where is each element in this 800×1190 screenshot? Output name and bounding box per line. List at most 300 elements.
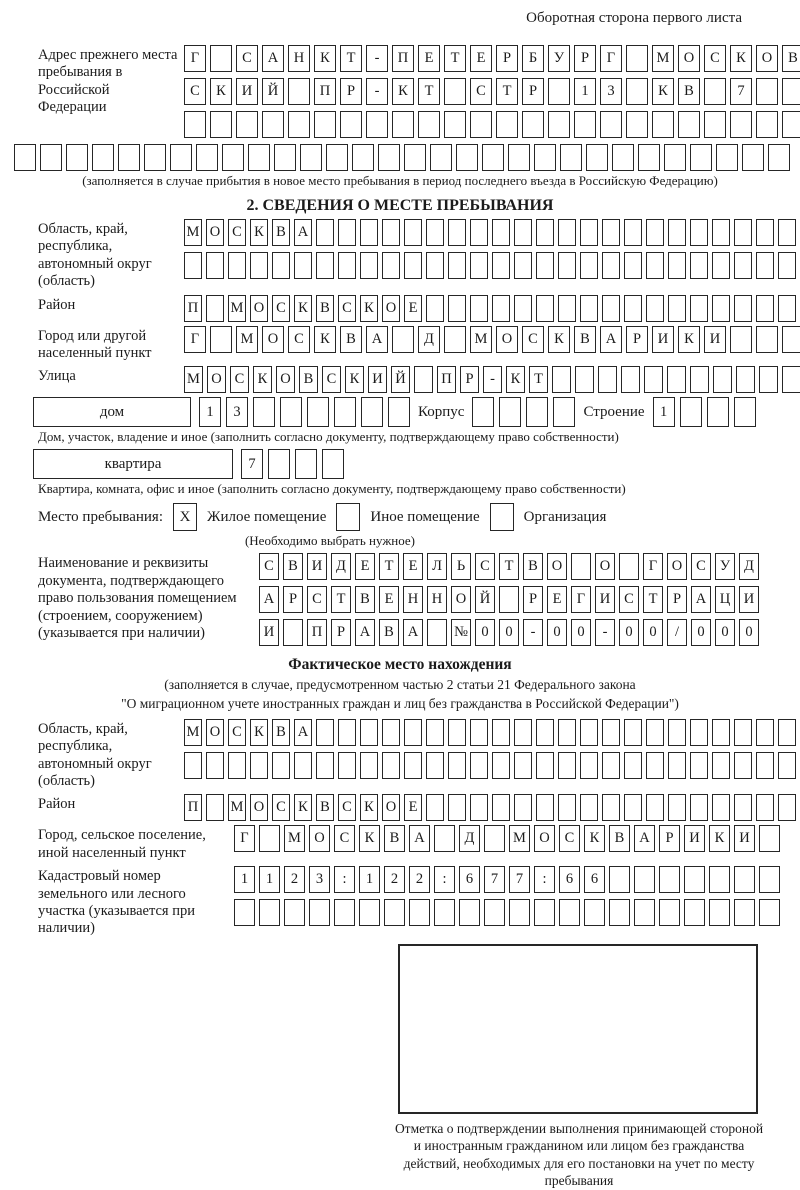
- form-cell: [536, 295, 554, 322]
- form-cell: М: [184, 219, 202, 246]
- form-cell: О: [382, 295, 400, 322]
- form-cell: -: [366, 78, 388, 105]
- form-cell: [470, 794, 488, 821]
- stay-type-label: Место пребывания:: [38, 508, 163, 525]
- form-cell: К: [210, 78, 232, 105]
- form-cell: [678, 111, 700, 138]
- form-cell: 1: [653, 397, 675, 427]
- city-label: Город или другой населенный пункт: [38, 327, 152, 361]
- page-title: Оборотная сторона первого листа: [526, 10, 742, 26]
- form-cell: [768, 144, 790, 171]
- cadastre-label: Кадастровый номер земельного или лесного участка (указывается при наличии): [38, 868, 195, 937]
- form-cell: [602, 252, 620, 279]
- korpus-label: Корпус: [418, 403, 465, 420]
- form-cell: [778, 752, 796, 779]
- form-cell: [759, 825, 780, 852]
- form-cell: [409, 899, 430, 926]
- other-premises-checkbox: [336, 503, 360, 531]
- form-cell: [470, 111, 492, 138]
- form-cell: [584, 899, 605, 926]
- form-cell: [659, 866, 680, 893]
- form-cell: А: [366, 326, 388, 353]
- form-cell: [553, 397, 575, 427]
- form-cell: Т: [331, 586, 351, 613]
- form-cell: [558, 219, 576, 246]
- form-cell: О: [547, 553, 567, 580]
- form-cell: 0: [739, 619, 759, 646]
- form-cell: [496, 111, 518, 138]
- form-cell: [690, 219, 708, 246]
- form-cell: [609, 899, 630, 926]
- form-cell: [668, 719, 686, 746]
- form-cell: [388, 397, 410, 427]
- form-cell: [210, 111, 232, 138]
- form-cell: С: [272, 295, 290, 322]
- form-cell: 7: [509, 866, 530, 893]
- form-cell: К: [345, 366, 364, 393]
- form-cell: [359, 899, 380, 926]
- form-cell: [210, 326, 232, 353]
- form-cell: С: [338, 794, 356, 821]
- document-field: [38, 553, 800, 646]
- form-cell: С: [288, 326, 310, 353]
- form-cell: [288, 78, 310, 105]
- form-cell: [574, 111, 596, 138]
- form-cell: [404, 144, 426, 171]
- form-cell: 2: [409, 866, 430, 893]
- form-cell: [646, 752, 664, 779]
- form-cell: К: [730, 45, 752, 72]
- form-cell: [707, 397, 729, 427]
- form-cell: [250, 252, 268, 279]
- form-cell: С: [619, 586, 639, 613]
- form-cell: [427, 619, 447, 646]
- form-cell: [404, 252, 422, 279]
- form-cell: К: [253, 366, 272, 393]
- organization-checkbox: [490, 503, 514, 531]
- form-cell: [426, 295, 444, 322]
- form-cell: О: [309, 825, 330, 852]
- form-cell: [259, 899, 280, 926]
- form-cell: [448, 752, 466, 779]
- form-cell: Е: [403, 553, 423, 580]
- form-cell: [360, 219, 378, 246]
- form-cell: [602, 219, 620, 246]
- form-cell: И: [652, 326, 674, 353]
- form-cell: [360, 719, 378, 746]
- form-cell: [470, 719, 488, 746]
- form-cell: С: [228, 719, 246, 746]
- stroenie-row: [653, 397, 756, 427]
- form-cell: -: [483, 366, 502, 393]
- form-cell: С: [259, 553, 279, 580]
- form-cell: К: [294, 295, 312, 322]
- form-cell: [580, 295, 598, 322]
- form-cell: К: [652, 78, 674, 105]
- form-cell: А: [294, 219, 312, 246]
- form-cell: У: [715, 553, 735, 580]
- form-cell: 7: [484, 866, 505, 893]
- form-cell: [430, 144, 452, 171]
- form-cell: [575, 366, 594, 393]
- form-cell: [184, 111, 206, 138]
- form-cell: [382, 719, 400, 746]
- form-cell: [712, 295, 730, 322]
- form-cell: [709, 899, 730, 926]
- form-cell: [734, 295, 752, 322]
- form-cell: [66, 144, 88, 171]
- form-cell: [778, 794, 796, 821]
- section3-note-line2: "О миграционном учете иностранных граждан и лиц без гражданства в Российской Федерации"): [121, 695, 679, 711]
- form-cell: [602, 295, 620, 322]
- form-cell: [414, 366, 433, 393]
- form-cell: К: [314, 45, 336, 72]
- stay-option-residential: [173, 503, 326, 531]
- form-cell: [712, 252, 730, 279]
- form-cell: [472, 397, 494, 427]
- form-cell: М: [228, 295, 246, 322]
- form-cell: [668, 219, 686, 246]
- document-row-2: [259, 586, 759, 613]
- form-cell: [499, 397, 521, 427]
- form-cell: [668, 295, 686, 322]
- form-cell: И: [368, 366, 387, 393]
- form-cell: О: [206, 719, 224, 746]
- form-cell: [709, 866, 730, 893]
- form-cell: [756, 111, 778, 138]
- form-cell: [624, 794, 642, 821]
- region-row-1: [184, 219, 796, 246]
- form-cell: Е: [418, 45, 440, 72]
- form-cell: [206, 252, 224, 279]
- form-cell: [228, 752, 246, 779]
- form-cell: В: [272, 719, 290, 746]
- form-cell: Р: [460, 366, 479, 393]
- form-cell: Р: [522, 78, 544, 105]
- form-cell: [444, 111, 466, 138]
- form-cell: Р: [523, 586, 543, 613]
- form-cell: 0: [475, 619, 495, 646]
- form-cell: [514, 219, 532, 246]
- form-cell: В: [384, 825, 405, 852]
- form-cell: 7: [241, 449, 263, 479]
- form-cell: К: [250, 719, 268, 746]
- form-cell: В: [609, 825, 630, 852]
- form-cell: Т: [379, 553, 399, 580]
- form-cell: [338, 219, 356, 246]
- form-cell: [624, 295, 642, 322]
- form-cell: [684, 866, 705, 893]
- form-cell: [294, 252, 312, 279]
- form-cell: -: [595, 619, 615, 646]
- form-cell: Р: [340, 78, 362, 105]
- form-cell: [210, 45, 232, 72]
- form-cell: [268, 449, 290, 479]
- form-cell: [756, 794, 774, 821]
- house-note: Дом, участок, владение и иное (заполнить согласно документу, подтверждающему право собственности): [38, 429, 619, 445]
- form-cell: С: [475, 553, 495, 580]
- form-cell: Р: [283, 586, 303, 613]
- form-cell: [295, 449, 317, 479]
- region3-field: [38, 719, 800, 791]
- form-cell: И: [739, 586, 759, 613]
- form-cell: С: [334, 825, 355, 852]
- form-cell: [690, 719, 708, 746]
- form-cell: П: [184, 794, 202, 821]
- region-label: Область, край, республика, автономный округ (область): [38, 221, 152, 290]
- form-cell: Р: [626, 326, 648, 353]
- form-cell: [712, 219, 730, 246]
- form-cell: С: [272, 794, 290, 821]
- form-cell: Г: [643, 553, 663, 580]
- form-cell: [404, 219, 422, 246]
- form-cell: [314, 111, 336, 138]
- form-cell: [730, 111, 752, 138]
- form-cell: [426, 752, 444, 779]
- form-cell: С: [559, 825, 580, 852]
- prev-address-row-3: [184, 111, 800, 138]
- form-cell: [482, 144, 504, 171]
- form-cell: [552, 366, 571, 393]
- district-row: [184, 295, 796, 322]
- form-cell: О: [595, 553, 615, 580]
- form-cell: [734, 219, 752, 246]
- form-cell: [484, 899, 505, 926]
- form-cell: /: [667, 619, 687, 646]
- form-cell: [536, 252, 554, 279]
- house-number-row: [199, 397, 410, 427]
- form-cell: [316, 719, 334, 746]
- form-cell: М: [184, 719, 202, 746]
- form-cell: [280, 397, 302, 427]
- region-field: [38, 219, 800, 291]
- stamp-area: [398, 944, 758, 1114]
- form-cell: [602, 794, 620, 821]
- form-cell: 3: [226, 397, 248, 427]
- form-cell: А: [403, 619, 423, 646]
- form-cell: [514, 295, 532, 322]
- form-cell: [659, 899, 680, 926]
- form-cell: [626, 78, 648, 105]
- form-cell: [684, 899, 705, 926]
- form-cell: [534, 899, 555, 926]
- organization-label: Организация: [523, 508, 607, 525]
- form-cell: [690, 794, 708, 821]
- form-cell: С: [228, 219, 246, 246]
- form-cell: [316, 252, 334, 279]
- form-cell: [492, 219, 510, 246]
- form-cell: [713, 366, 732, 393]
- form-cell: Ь: [451, 553, 471, 580]
- form-cell: Г: [184, 326, 206, 353]
- form-cell: К: [294, 794, 312, 821]
- form-cell: [580, 252, 598, 279]
- form-cell: [206, 295, 224, 322]
- form-cell: [236, 111, 258, 138]
- form-cell: Т: [496, 78, 518, 105]
- form-cell: [558, 719, 576, 746]
- form-cell: [118, 144, 140, 171]
- form-cell: Т: [418, 78, 440, 105]
- form-cell: [384, 899, 405, 926]
- form-cell: К: [506, 366, 525, 393]
- form-cell: [624, 219, 642, 246]
- form-cell: [646, 252, 664, 279]
- form-cell: П: [392, 45, 414, 72]
- form-cell: [309, 899, 330, 926]
- form-cell: [534, 144, 556, 171]
- form-cell: [624, 719, 642, 746]
- form-cell: [756, 326, 778, 353]
- form-cell: [734, 794, 752, 821]
- cadastre-row-2: [234, 899, 780, 926]
- form-cell: 1: [199, 397, 221, 427]
- form-cell: [626, 111, 648, 138]
- form-cell: [668, 252, 686, 279]
- region3-label: Область, край, республика, автономный округ (область): [38, 720, 152, 789]
- form-cell: И: [595, 586, 615, 613]
- form-cell: [404, 719, 422, 746]
- form-cell: Н: [427, 586, 447, 613]
- form-cell: В: [340, 326, 362, 353]
- form-cell: [361, 397, 383, 427]
- form-cell: П: [307, 619, 327, 646]
- form-cell: Е: [379, 586, 399, 613]
- form-cell: 1: [234, 866, 255, 893]
- form-cell: [170, 144, 192, 171]
- form-cell: [624, 752, 642, 779]
- form-cell: К: [709, 825, 730, 852]
- form-cell: К: [548, 326, 570, 353]
- form-cell: [734, 899, 755, 926]
- form-cell: И: [307, 553, 327, 580]
- form-cell: [704, 111, 726, 138]
- prev-address-field: [38, 45, 800, 138]
- form-cell: [712, 794, 730, 821]
- form-cell: П: [437, 366, 456, 393]
- form-cell: [253, 397, 275, 427]
- district3-row: [184, 794, 796, 821]
- form-cell: О: [451, 586, 471, 613]
- form-cell: [782, 111, 800, 138]
- form-cell: [250, 752, 268, 779]
- form-cell: [778, 252, 796, 279]
- stay-type-note: (Необходимо выбрать нужное): [244, 533, 416, 549]
- form-cell: [338, 252, 356, 279]
- form-cell: [492, 794, 510, 821]
- form-cell: [730, 326, 752, 353]
- form-cell: [734, 252, 752, 279]
- form-cell: [448, 719, 466, 746]
- form-cell: К: [392, 78, 414, 105]
- prev-address-note: (заполняется в случае прибытия в новое место пребывания в период последнего въезда в Российскую Федерацию): [82, 173, 718, 188]
- form-cell: 2: [384, 866, 405, 893]
- form-cell: Д: [331, 553, 351, 580]
- form-cell: В: [283, 553, 303, 580]
- form-cell: М: [470, 326, 492, 353]
- form-cell: 3: [600, 78, 622, 105]
- form-cell: Д: [739, 553, 759, 580]
- form-cell: Б: [522, 45, 544, 72]
- form-cell: [272, 252, 290, 279]
- form-cell: [756, 252, 774, 279]
- form-cell: [426, 794, 444, 821]
- form-cell: [382, 252, 400, 279]
- form-cell: 0: [691, 619, 711, 646]
- other-premises-label: Иное помещение: [370, 508, 480, 525]
- form-cell: -: [523, 619, 543, 646]
- form-cell: [492, 752, 510, 779]
- residential-checkbox: X: [173, 503, 197, 531]
- form-cell: [778, 219, 796, 246]
- form-cell: [664, 144, 686, 171]
- form-cell: [580, 719, 598, 746]
- form-cell: [206, 752, 224, 779]
- stay-option-other: [336, 503, 479, 531]
- form-cell: [448, 295, 466, 322]
- form-cell: [470, 752, 488, 779]
- form-cell: [283, 619, 303, 646]
- form-cell: -: [366, 45, 388, 72]
- form-cell: [144, 144, 166, 171]
- form-cell: [522, 111, 544, 138]
- form-cell: 7: [730, 78, 752, 105]
- form-cell: 6: [559, 866, 580, 893]
- form-cell: [262, 111, 284, 138]
- form-cell: [426, 219, 444, 246]
- form-cell: [646, 219, 664, 246]
- form-cell: К: [584, 825, 605, 852]
- form-cell: [206, 794, 224, 821]
- form-cell: М: [228, 794, 246, 821]
- form-cell: [756, 219, 774, 246]
- form-cell: [352, 144, 374, 171]
- form-cell: Т: [529, 366, 548, 393]
- prev-address-row-1: [184, 45, 800, 72]
- form-cell: Л: [427, 553, 447, 580]
- form-cell: [558, 794, 576, 821]
- form-cell: О: [756, 45, 778, 72]
- form-cell: [40, 144, 62, 171]
- form-cell: Г: [600, 45, 622, 72]
- form-cell: Т: [499, 553, 519, 580]
- cadastre-row-1: [234, 866, 780, 893]
- form-cell: 0: [571, 619, 591, 646]
- form-cell: 1: [259, 866, 280, 893]
- form-cell: [759, 899, 780, 926]
- form-cell: [690, 252, 708, 279]
- district-label: Район: [38, 296, 76, 313]
- form-cell: [690, 366, 709, 393]
- form-cell: [448, 252, 466, 279]
- form-cell: Т: [643, 586, 663, 613]
- form-cell: [602, 752, 620, 779]
- house-line: [33, 397, 800, 427]
- form-cell: А: [355, 619, 375, 646]
- form-cell: [734, 397, 756, 427]
- form-cell: С: [184, 78, 206, 105]
- form-cell: А: [634, 825, 655, 852]
- form-cell: [514, 719, 532, 746]
- form-cell: Д: [418, 326, 440, 353]
- form-cell: [690, 144, 712, 171]
- form-cell: С: [522, 326, 544, 353]
- form-cell: 6: [459, 866, 480, 893]
- apartment-type-box: квартира: [33, 449, 233, 479]
- form-cell: [778, 719, 796, 746]
- form-cell: [228, 252, 246, 279]
- prev-address-label: Адрес прежнего места пребывания в Российской Федерации: [38, 47, 178, 116]
